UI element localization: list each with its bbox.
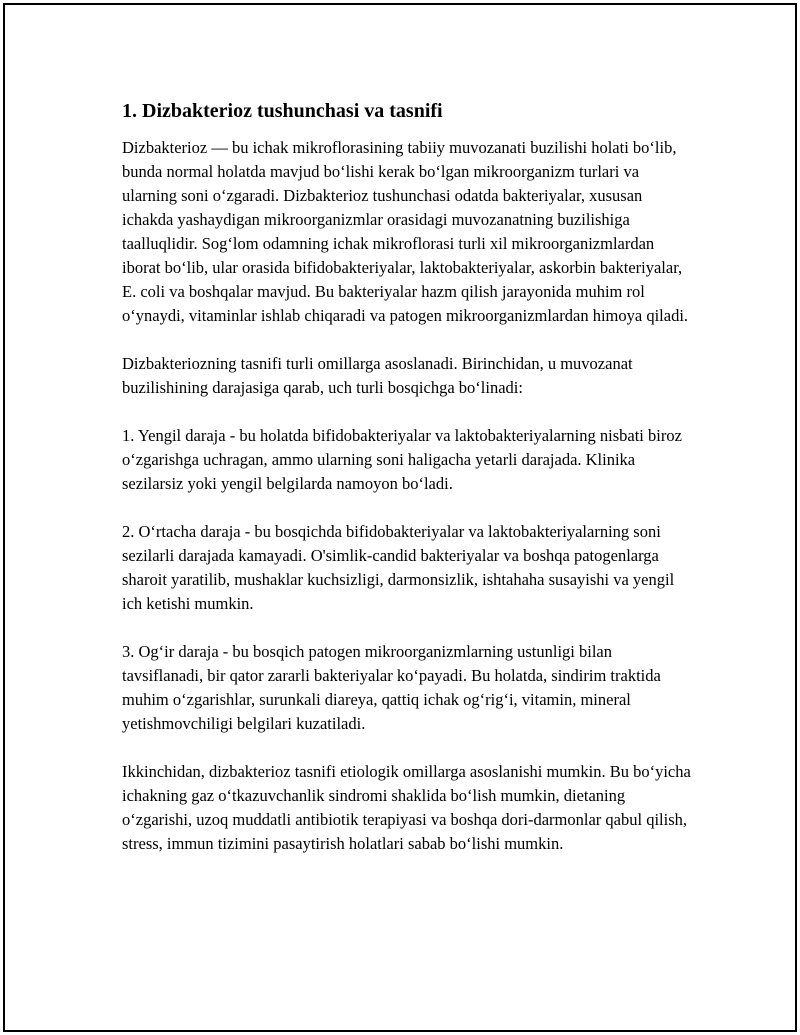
paragraph-mild-stage: 1. Yengil daraja - bu holatda bifidobakteriyalar va laktobakteriyalarning nisbati biroz o‘zgarishga uchragan, ammo ularning soni haligacha yetarli darajada. Klinika sezilarsiz yoki yengil belgilarda namoyon bo‘ladi.	[122, 426, 682, 493]
document-content	[122, 97, 692, 880]
paragraph-definition: Dizbakterioz — bu ichak mikroflorasining tabiiy muvozanati buzilishi holati bo‘lib, bunda normal holatda mavjud bo‘lishi kerak bo‘lgan mikroorganizm turlari va ularning soni o‘zgaradi. Dizbakterioz tushunchasi odatda bakteriyalar, xususan ichakda yashaydigan mikroorganizmlar orasidagi muvozanatning buzilishiga taalluqlidir. Sog‘lom odamning ichak mikroflorasi turli xil mikroorganizmlardan iborat bo‘lib, ular orasida bifidobakteriyalar, laktobakteriyalar, askorbin bakteriyalar, E. coli va boshqalar mavjud. Bu bakteriyalar hazm qilish jarayonida muhim rol o‘ynaydi, vitaminlar ishlab chiqaradi va patogen mikroorganizmlardan himoya qiladi.	[122, 138, 689, 325]
paragraph-severe-stage: 3. Og‘ir daraja - bu bosqich patogen mikroorganizmlarning ustunligi bilan tavsiflanadi, bir qator zararli bakteriyalar ko‘payadi. Bu holatda, sindirim traktida muhim o‘zgarishlar, surunkali diareya, qattiq ichak og‘rig‘i, vitamin, mineral yetishmovchiligi belgilari kuzatiladi.	[122, 642, 661, 733]
paragraph-classification-intro: Dizbakteriozning tasnifi turli omillarga asoslanadi. Birinchidan, u muvozanat buzilishining darajasiga qarab, uch turli bosqichga bo‘linadi:	[122, 354, 633, 397]
section-heading: 1. Dizbakterioz tushunchasi va tasnifi	[122, 100, 443, 122]
paragraph-etiology: Ikkinchidan, dizbakterioz tasnifi etiologik omillarga asoslanishi mumkin. Bu bo‘yicha ichakning gaz o‘tkazuvchanlik sindromi shaklida bo‘lish mumkin, dietaning o‘zgarishi, uzoq muddatli antibiotik terapiyasi va boshqa dori-darmonlar qabul qilish, stress, immun tizimini pasaytirish holatlari sabab bo‘lishi mumkin.	[122, 762, 691, 853]
paragraph-moderate-stage: 2. O‘rtacha daraja - bu bosqichda bifidobakteriyalar va laktobakteriyalarning soni sezilarli darajada kamayadi. O'simlik-candid bakteriyalar va boshqa patogenlarga sharoit yaratilib, mushaklar kuchsizligi, darmonsizlik, ishtahaha susayishi va yengil ich ketishi mumkin.	[122, 522, 675, 613]
document-page	[3, 3, 797, 1032]
